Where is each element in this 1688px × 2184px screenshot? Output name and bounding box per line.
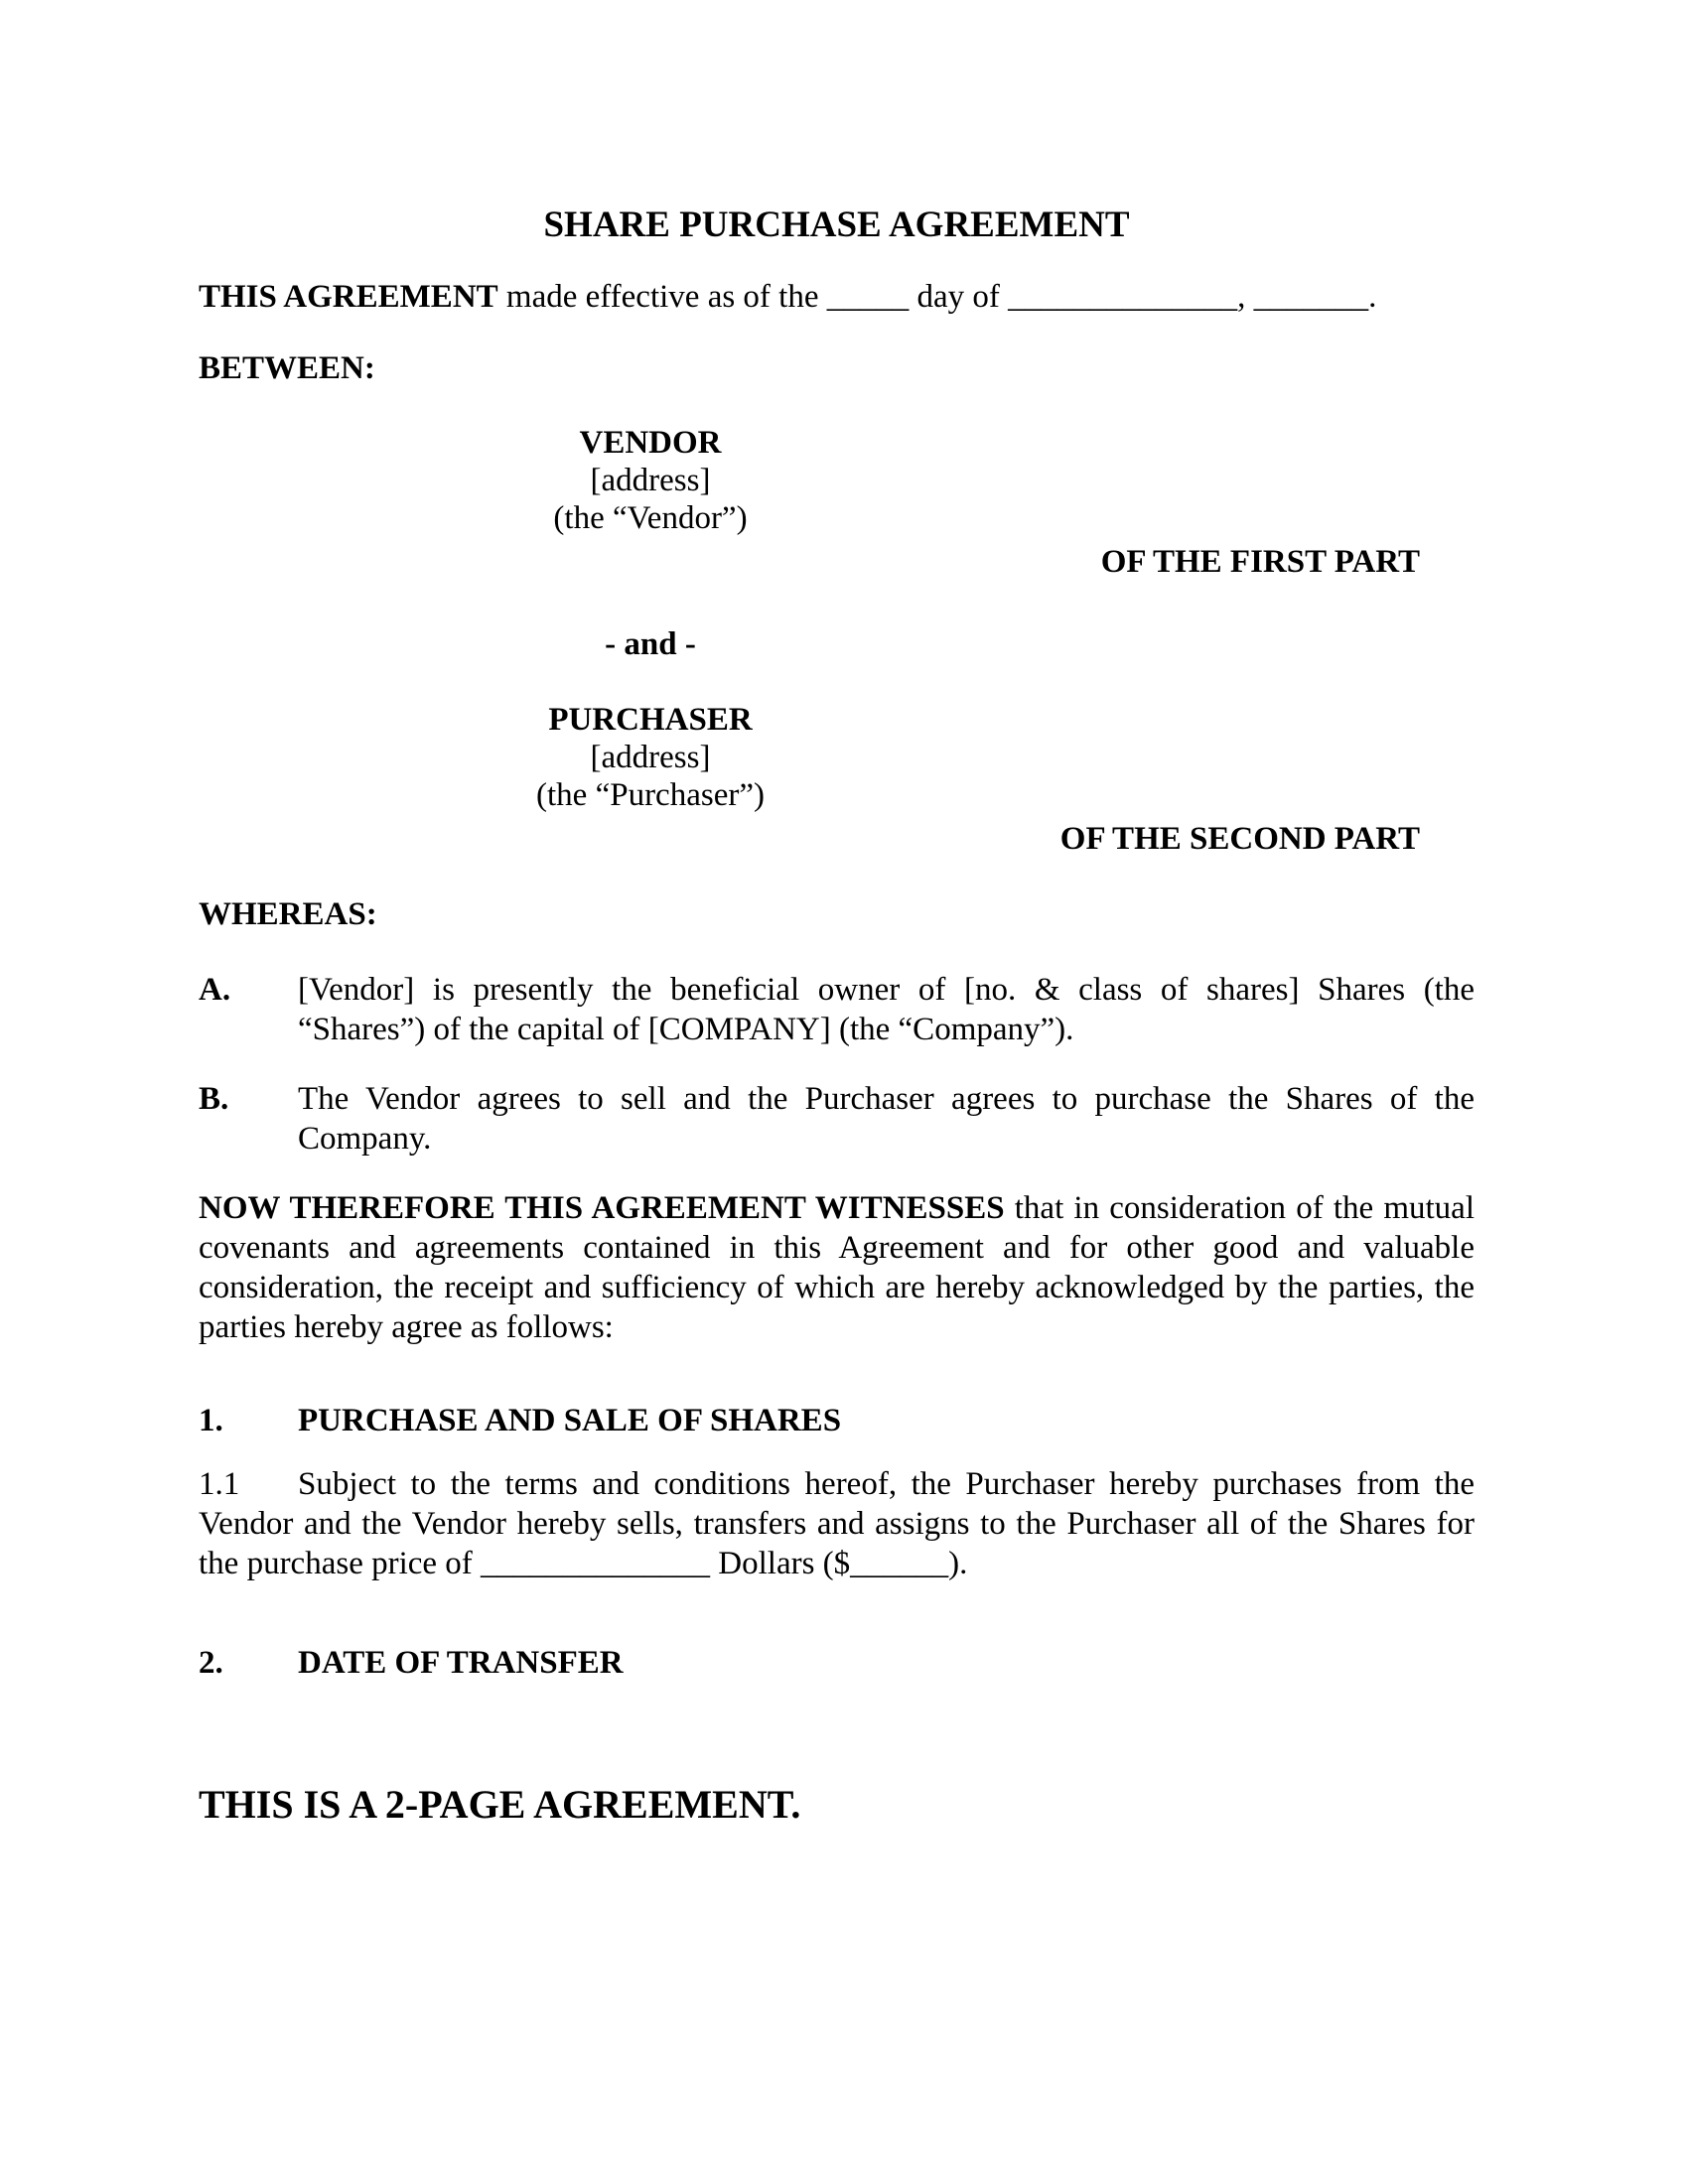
intro-paragraph [199,277,1475,317]
vendor-block [199,424,1102,537]
clause-1-1 [199,1464,1475,1583]
purchaser-block [199,701,1102,814]
now-therefore-lead: NOW THEREFORE THIS AGREEMENT WITNESSES [199,1190,1005,1226]
clause-1-1-text: Subject to the terms and conditions hereof, the Purchaser hereby purchases from the Vendor and the Vendor hereby sells, transfers and assigns to the Purchaser all of the Shares for the purchase price of ______________ Dollars ($______). [199,1466,1475,1581]
now-therefore-rest: that in consideration of the mutual covenants and agreements contained in this Agreement and for other good and valuable consideration, the receipt and sufficiency of which are hereby acknowledged by the parties, the parties hereby agree as follows: [199,1190,1475,1345]
vendor-name: VENDOR [579,425,722,461]
section-2-heading [199,1643,1475,1683]
whereas-label: WHEREAS: [199,896,377,932]
vendor-alias: (the “Vendor”) [553,500,748,536]
section-1-title: PURCHASE AND SALE OF SHARES [298,1403,842,1438]
recital-b [199,1079,1475,1159]
first-part-line: OF THE FIRST PART [1100,544,1420,580]
between-label: BETWEEN: [199,350,375,386]
section-1-heading [199,1401,1475,1440]
recital-a [199,970,1475,1049]
purchaser-alias: (the “Purchaser”) [536,777,765,813]
vendor-address: [address] [590,463,711,498]
clause-1-1-number: 1.1 [199,1466,240,1502]
and-separator: - and - [605,626,696,662]
page-count-note: THIS IS A 2-PAGE AGREEMENT. [199,1782,801,1827]
recital-b-label: B. [199,1081,229,1117]
second-part-line: OF THE SECOND PART [1059,821,1420,857]
purchaser-name: PURCHASER [548,702,753,738]
document-title: SHARE PURCHASE AGREEMENT [543,205,1130,245]
recital-b-text: The Vendor agrees to sell and the Purchaser agrees to purchase the Shares of the Company. [298,1081,1475,1157]
now-therefore-paragraph [199,1188,1475,1347]
purchaser-address: [address] [590,740,711,775]
section-2-title: DATE OF TRANSFER [298,1645,624,1681]
section-2-number: 2. [199,1645,223,1681]
recital-a-text: [Vendor] is presently the beneficial owner of [no. & class of shares] Shares (the “Shares”) of the capital of [COMPANY] (the “Company”). [298,972,1475,1047]
recital-a-label: A. [199,972,231,1008]
intro-lead: THIS AGREEMENT [199,279,498,315]
section-1-number: 1. [199,1403,223,1438]
intro-rest: made effective as of the _____ day of ______________, _______. [497,279,1377,315]
